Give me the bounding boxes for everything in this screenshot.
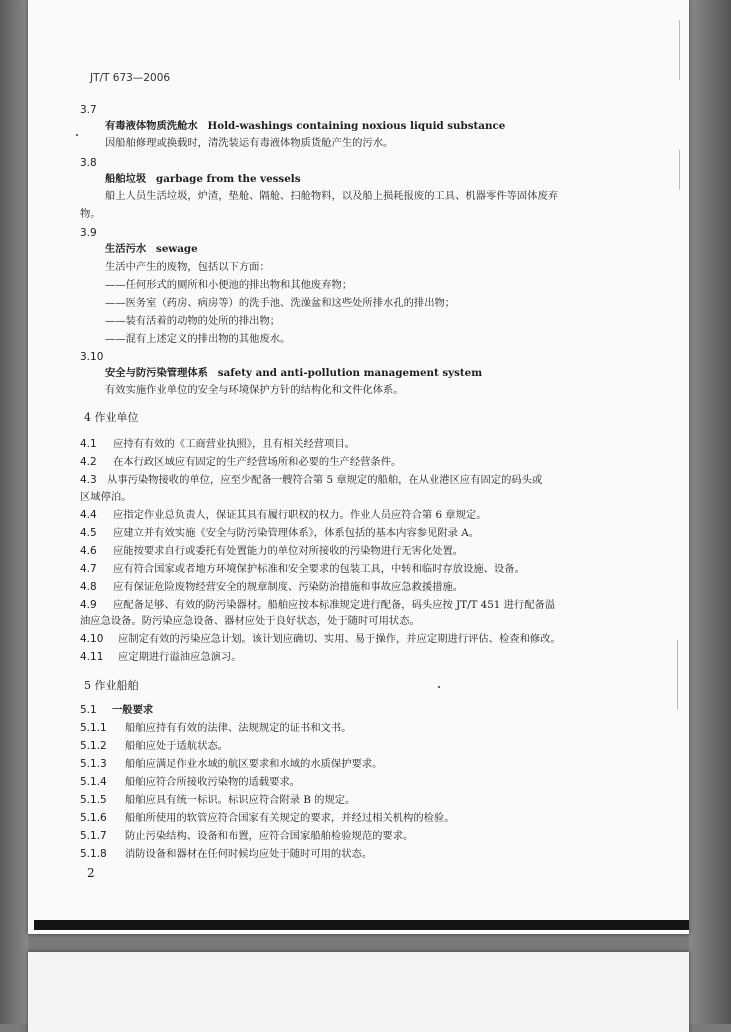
clause-text: 应持有有效的《工商营业执照》，且有相关经营项目。 bbox=[113, 438, 355, 450]
clause-number: 5.1.4 bbox=[80, 776, 107, 788]
section-heading: 4 作业单位 bbox=[84, 411, 139, 424]
clause-text: 从事污染物接收的单位，应至少配备一艘符合第 5 章规定的船舶，在从业港区应有固定的码头或 bbox=[107, 474, 543, 486]
clause-number: 4.8 bbox=[80, 581, 97, 593]
list-item: ——医务室（药房、病房等）的洗手池、洗澡盆和这些处所排水孔的排出物； bbox=[105, 297, 456, 309]
clause-text-cont: 区域停泊。 bbox=[80, 491, 132, 503]
viewer-background-left bbox=[0, 0, 28, 1024]
term-zh: 安全与防污染管理体系 bbox=[105, 367, 208, 379]
term-definition: 因船舶修理或换载时，清洗装运有毒液体物质货舱产生的污水。 bbox=[105, 137, 394, 149]
section-number: 3.7 bbox=[80, 104, 97, 116]
clause-text: 应建立并有效实施《安全与防污染管理体系》，体系包括的基本内容参见附录 A。 bbox=[113, 527, 479, 539]
clause-text: 应能按要求自行或委托有处置能力的单位对所接收的污染物进行无害化处置。 bbox=[113, 545, 464, 557]
clause-text: 防止污染结构、设备和布置，应符合国家船舶检验规范的要求。 bbox=[125, 830, 414, 842]
clause-number: 4.9 bbox=[80, 599, 97, 611]
section-number: 3.8 bbox=[80, 157, 97, 169]
clause-text: 应定期进行溢油应急演习。 bbox=[118, 651, 242, 663]
clause-number: 5.1.8 bbox=[80, 848, 107, 860]
term-definition-cont: 物。 bbox=[80, 208, 101, 220]
list-item: ——任何形式的厕所和小便池的排出物和其他废弃物； bbox=[105, 279, 353, 291]
clause-text: 船舶应符合所接收污染物的适载要求。 bbox=[125, 776, 301, 788]
clause-number: 5.1.5 bbox=[80, 794, 107, 806]
term-definition: 生活中产生的废物，包括以下方面： bbox=[105, 261, 270, 273]
term-definition: 有效实施作业单位的安全与环境保护方针的结构化和文件化体系。 bbox=[105, 384, 404, 396]
clause-number: 5.1.6 bbox=[80, 812, 107, 824]
clause-number: 5.1.2 bbox=[80, 740, 107, 752]
clause-text: 在本行政区域应有固定的生产经营场所和必要的生产经营条件。 bbox=[113, 456, 402, 468]
clause-text: 船舶应处于适航状态。 bbox=[125, 740, 228, 752]
subsection-number: 5.1 bbox=[80, 704, 97, 716]
clause-text: 应有符合国家或者地方环境保护标准和安全要求的包装工具，中转和临时存放设施、设备。 bbox=[113, 563, 525, 575]
section-number: 3.9 bbox=[80, 227, 97, 239]
clause-text: 应有保证危险废物经营安全的规章制度、污染防治措施和事故应急救援措施。 bbox=[113, 581, 464, 593]
scan-artifact bbox=[679, 150, 680, 190]
term-definition: 船上人员生活垃圾，炉渣，垫舱、隔舱、扫舱物料，以及船上损耗报废的工具、机器零件等固体废弃 bbox=[105, 190, 559, 202]
clause-number: 4.5 bbox=[80, 527, 97, 539]
scan-artifact bbox=[677, 640, 678, 710]
list-item: ——混有上述定义的排出物的其他废水。 bbox=[105, 333, 291, 345]
clause-text: 应配备足够、有效的防污染器材。船舶应按本标准规定进行配备，码头应按 JT/T 451 进行配备溢 bbox=[113, 599, 556, 611]
section-heading: 5 作业船舶 bbox=[84, 679, 139, 692]
term-en: garbage from the vessels bbox=[156, 173, 301, 185]
term-entry bbox=[105, 242, 198, 256]
term-entry bbox=[105, 366, 482, 380]
scan-speck bbox=[76, 134, 78, 136]
term-entry bbox=[105, 172, 301, 186]
clause-text: 应指定作业总负责人，保证其具有履行职权的权力。作业人员应符合第 6 章规定。 bbox=[113, 509, 487, 521]
term-zh: 生活污水 bbox=[105, 243, 147, 255]
clause-text: 船舶应满足作业水域的航区要求和水域的水质保护要求。 bbox=[125, 758, 383, 770]
clause-text: 船舶所使用的软管应符合国家有关规定的要求，并经过相关机构的检验。 bbox=[125, 812, 455, 824]
clause-number: 4.4 bbox=[80, 509, 97, 521]
document-code: JT/T 673—2006 bbox=[90, 72, 171, 84]
clause-number: 4.1 bbox=[80, 438, 97, 450]
clause-number: 5.1.3 bbox=[80, 758, 107, 770]
page-bottom-rule bbox=[34, 920, 689, 930]
subsection-title: 一般要求 bbox=[112, 704, 154, 716]
clause-number: 4.2 bbox=[80, 456, 97, 468]
clause-number: 4.10 bbox=[80, 633, 104, 645]
list-item: ——装有活着的动物的处所的排出物； bbox=[105, 315, 281, 327]
term-zh: 有毒液体物质洗舱水 bbox=[105, 120, 198, 132]
section-number: 3.10 bbox=[80, 351, 104, 363]
clause-text: 船舶应具有统一标识。标识应符合附录 B 的规定。 bbox=[125, 794, 356, 806]
term-en: sewage bbox=[156, 243, 198, 255]
term-en: safety and anti-pollution management system bbox=[217, 367, 483, 379]
viewer-background-right bbox=[689, 0, 731, 1024]
clause-number: 4.3 bbox=[80, 474, 97, 486]
clause-text: 船舶应持有有效的法律、法规规定的证书和文书。 bbox=[125, 722, 352, 734]
page-number: 2 bbox=[87, 866, 95, 880]
term-en: Hold-washings containing noxious liquid substance bbox=[207, 120, 506, 132]
scan-artifact bbox=[679, 20, 680, 80]
clause-number: 4.6 bbox=[80, 545, 97, 557]
clause-text: 应制定有效的污染应急计划。该计划应确切、实用、易于操作，并应定期进行评估、检查和修改。 bbox=[118, 633, 561, 645]
term-entry bbox=[105, 119, 505, 133]
clause-number: 4.7 bbox=[80, 563, 97, 575]
scan-speck bbox=[438, 686, 440, 688]
clause-number: 4.11 bbox=[80, 651, 104, 663]
term-zh: 船舶垃圾 bbox=[105, 173, 147, 185]
clause-number: 5.1.7 bbox=[80, 830, 107, 842]
clause-text-cont: 油应急设备。防污染应急设备、器材应处于良好状态，处于随时可用状态。 bbox=[80, 615, 420, 627]
clause-number: 5.1.1 bbox=[80, 722, 107, 734]
clause-text: 消防设备和器材在任何时候均应处于随时可用的状态。 bbox=[125, 848, 373, 860]
next-document-page[interactable] bbox=[28, 952, 689, 1032]
